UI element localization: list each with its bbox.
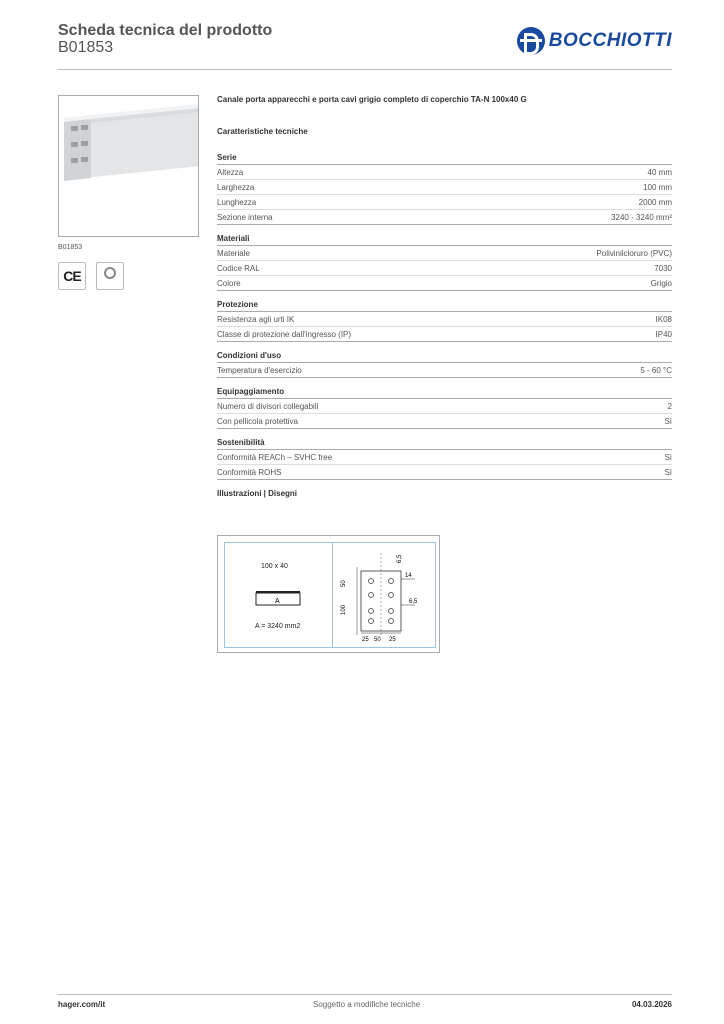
spec-row [217, 450, 672, 465]
spec-label: Lunghezza [217, 197, 257, 207]
section-title: Equipaggiamento [217, 387, 672, 399]
spec-label: Altezza [217, 167, 244, 177]
spec-label: Codice RAL [217, 263, 260, 273]
spec-label: Resistenza agli urti IK [217, 314, 295, 324]
spec-row [217, 465, 672, 480]
spec-value: IP40 [655, 329, 672, 339]
dim-25-left: 25 [362, 637, 369, 643]
brand-mark-icon [517, 27, 545, 55]
section-title: Condizioni d'uso [217, 351, 672, 363]
spec-row [217, 312, 672, 327]
dimension-drawing [337, 549, 433, 645]
spec-row [217, 195, 672, 210]
section-title: Sostenibilità [217, 438, 672, 450]
footer-site: hager.com/it [58, 1000, 106, 1009]
illustrations-heading: Illustrazioni | Disegni [217, 489, 298, 498]
spec-row [217, 327, 672, 342]
dim-100: 100 [341, 604, 347, 615]
spec-value: 7030 [654, 263, 672, 273]
section-title: Serie [217, 153, 672, 165]
dim-14: 14 [405, 573, 412, 579]
spec-value: 2 [667, 401, 672, 411]
drawing-size-label: 100 x 40 [261, 563, 288, 570]
certification-icon [96, 262, 124, 290]
spec-row [217, 246, 672, 261]
spec-label: Conformità ROHS [217, 467, 282, 477]
specs-sections [217, 153, 672, 480]
spec-label: Larghezza [217, 182, 255, 192]
spec-row [217, 261, 672, 276]
spec-value: Polivinilcloruro (PVC) [596, 248, 672, 258]
specs-heading: Caratteristiche tecniche [217, 127, 308, 136]
spec-section [217, 153, 672, 225]
spec-row [217, 414, 672, 429]
dim-6-5-top: 6,5 [397, 554, 403, 563]
technical-drawing [217, 535, 440, 653]
spec-row [217, 276, 672, 291]
spec-value: Sì [664, 416, 672, 426]
footer-date: 04.03.2026 [631, 1000, 672, 1009]
spec-value: 5 - 60 °C [640, 365, 672, 375]
spec-value: Grigio [650, 278, 672, 288]
spec-section [217, 387, 672, 429]
spec-label: Colore [217, 278, 241, 288]
specs-panel [217, 95, 672, 498]
spec-section [217, 234, 672, 291]
product-description: Canale porta apparecchi e porta cavi grigio completo di coperchio TA-N 100x40 G [217, 95, 527, 104]
spec-row [217, 399, 672, 414]
spec-value: 100 mm [643, 182, 672, 192]
product-code: B01853 [58, 39, 114, 56]
dim-6-5: 6,5 [409, 599, 418, 605]
section-title: Protezione [217, 300, 672, 312]
spec-value: Sì [664, 467, 672, 477]
dim-50-bottom: 50 [374, 637, 381, 643]
drawing-area-label: A = 3240 mm2 [255, 623, 301, 630]
page-header [58, 20, 672, 70]
spec-section [217, 438, 672, 480]
dim-25-right: 25 [389, 637, 396, 643]
spec-label: Classe di protezione dall'ingresso (IP) [217, 329, 352, 339]
spec-value: Sì [664, 452, 672, 462]
drawing-section-letter: A [275, 598, 280, 605]
spec-row [217, 363, 672, 378]
cross-section-icon [255, 589, 301, 607]
image-caption: B01853 [58, 244, 83, 251]
dim-50: 50 [341, 580, 347, 587]
document-title: Scheda tecnica del prodotto [58, 22, 273, 39]
drawing-frame [224, 542, 436, 648]
spec-value: 2000 mm [638, 197, 672, 207]
spec-label: Conformità REACh – SVHC free [217, 452, 333, 462]
spec-label: Con pellicola protettiva [217, 416, 298, 426]
spec-value: 3240 - 3240 mm² [611, 212, 672, 222]
spec-label: Numero di divisori collegabili [217, 401, 319, 411]
spec-label: Temperatura d'esercizio [217, 365, 302, 375]
product-image [58, 95, 199, 237]
brand-logo [517, 27, 672, 55]
spec-section [217, 351, 672, 378]
ce-mark-icon: CE [58, 262, 86, 290]
footer-note: Soggetto a modifiche tecniche [313, 1000, 421, 1009]
spec-row [217, 210, 672, 225]
spec-row [217, 165, 672, 180]
spec-value: IK08 [655, 314, 672, 324]
brand-name: BOCCHIOTTI [548, 30, 672, 51]
spec-value: 40 mm [647, 167, 672, 177]
cable-duct-illustration [59, 96, 199, 237]
spec-label: Materiale [217, 248, 250, 258]
section-title: Materiali [217, 234, 672, 246]
spec-section [217, 300, 672, 342]
spec-label: Sezione interna [217, 212, 273, 222]
page-footer [58, 994, 672, 1010]
spec-row [217, 180, 672, 195]
